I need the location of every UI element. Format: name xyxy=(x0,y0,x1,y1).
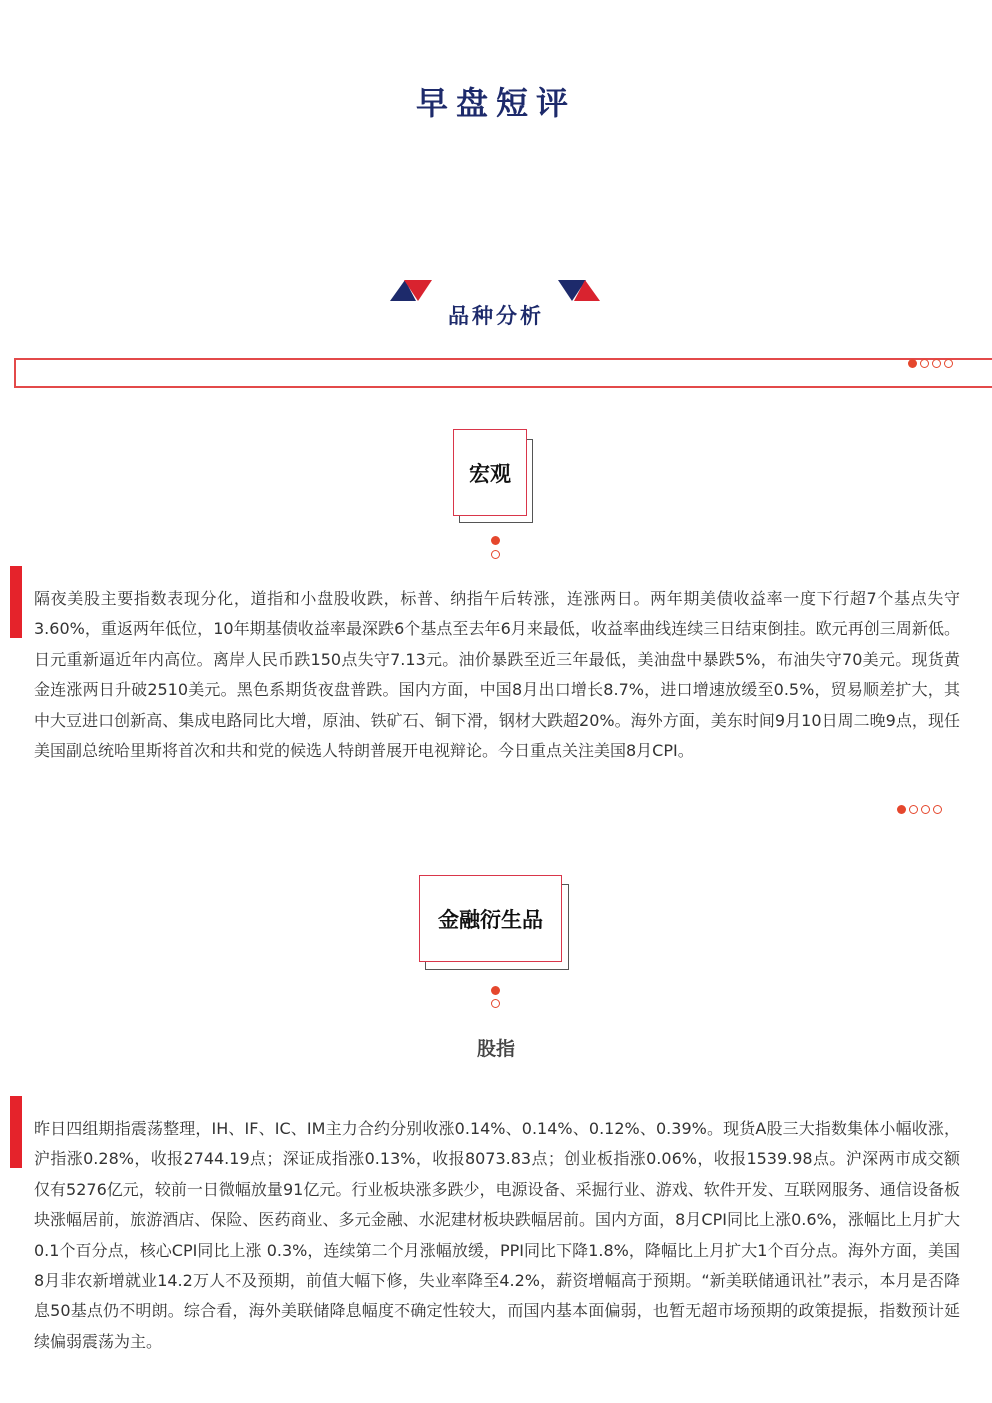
sub-heading-stock-index: 股指 xyxy=(476,1038,515,1060)
dot-icon xyxy=(491,999,500,1008)
dot-icon xyxy=(491,986,500,995)
dot-icon xyxy=(933,805,942,814)
right-triangle-decoration xyxy=(558,280,600,302)
macro-paragraph: 隔夜美股主要指数表现分化，道指和小盘股收跌，标普、纳指午后转涨，连涨两日。两年期美债收益率一度下行超7个基点失守3.60%，重返两年低位，10年期基债收益率最深跌6个基点至去年6月来最低，收益率曲线连续三日结束倒挂。欧元再创三周新低。日元重新逼近年内高位。离岸人民币跌150点失守7.13元。油价暴跌至近三年最低，美油盘中暴跌5%，布油失守70美元。现货黄金连涨两日升破2510美元。黑色系期货夜盘普跌。国内方面，中国8月出口增长8.7%，进口增速放缓至0.5%，贸易顺差扩大，其中大豆进口创新高、集成电路同比大增，原油、铁矿石、铜下滑，钢材大跌超20%。海外方面，美东时间9月10日周二晚9点，现任美国副总统哈里斯将首次和共和党的候选人特朗普展开电视辩论。今日重点关注美国8月CPI。 xyxy=(34,589,960,761)
paragraph-accent-bar xyxy=(10,566,22,638)
paragraph-end-dots xyxy=(897,805,942,814)
section-divider-band xyxy=(14,358,992,388)
dot-icon xyxy=(932,359,941,368)
dot-icon xyxy=(491,536,500,545)
dot-icon xyxy=(921,805,930,814)
left-triangle-decoration xyxy=(390,280,432,302)
dot-icon xyxy=(897,805,906,814)
stock-index-paragraph: 昨日四组期指震荡整理，IH、IF、IC、IM主力合约分别收涨0.14%、0.14%、0.12%、0.39%。现货A股三大指数集体小幅收涨，沪指涨0.28%，收报2744.19点；深证成指涨0.13%，收报8073.83点；创业板指涨0.06%，收报1539.98点。沪深两市成交额仅有5276亿元，较前一日微幅放量91亿元。行业板块涨多跌少，电源设备、采掘行业、游戏、软件开发、互联网服务、通信设备板块涨幅居前，旅游酒店、保险、医药商业、多元金融、水泥建材板块跌幅居前。国内方面，8月CPI同比上涨0.6%，涨幅比上月扩大0.1个百分点，核心CPI同比上涨 0.3%，连续第二个月涨幅放缓，PPI同比下降1.8%，降幅比上月扩大1个百分点。海外方面，美国8月非农新增就业14.2万人不及预期，前值大幅下修，失业率降至4.2%，薪资增幅高于预期。“新美联储通讯社”表示，本月是否降息50基点仍不明朗。综合看，海外美联储降息幅度不确定性较大，而国内基本面偏弱，也暂无超市场预期的政策提振，指数预计延续偏弱震荡为主。 xyxy=(34,1119,960,1351)
dot-icon xyxy=(491,550,500,559)
divider-dots xyxy=(908,359,953,368)
dot-icon xyxy=(908,359,917,368)
paragraph-accent-bar xyxy=(10,1096,22,1168)
page-title: 早盘短评 xyxy=(415,84,576,122)
dot-icon xyxy=(944,359,953,368)
dot-icon xyxy=(920,359,929,368)
section-card-macro: 宏观 xyxy=(453,429,527,516)
section-card-derivatives: 金融衍生品 xyxy=(419,875,562,962)
dot-icon xyxy=(909,805,918,814)
section-heading: 品种分析 xyxy=(448,304,544,328)
